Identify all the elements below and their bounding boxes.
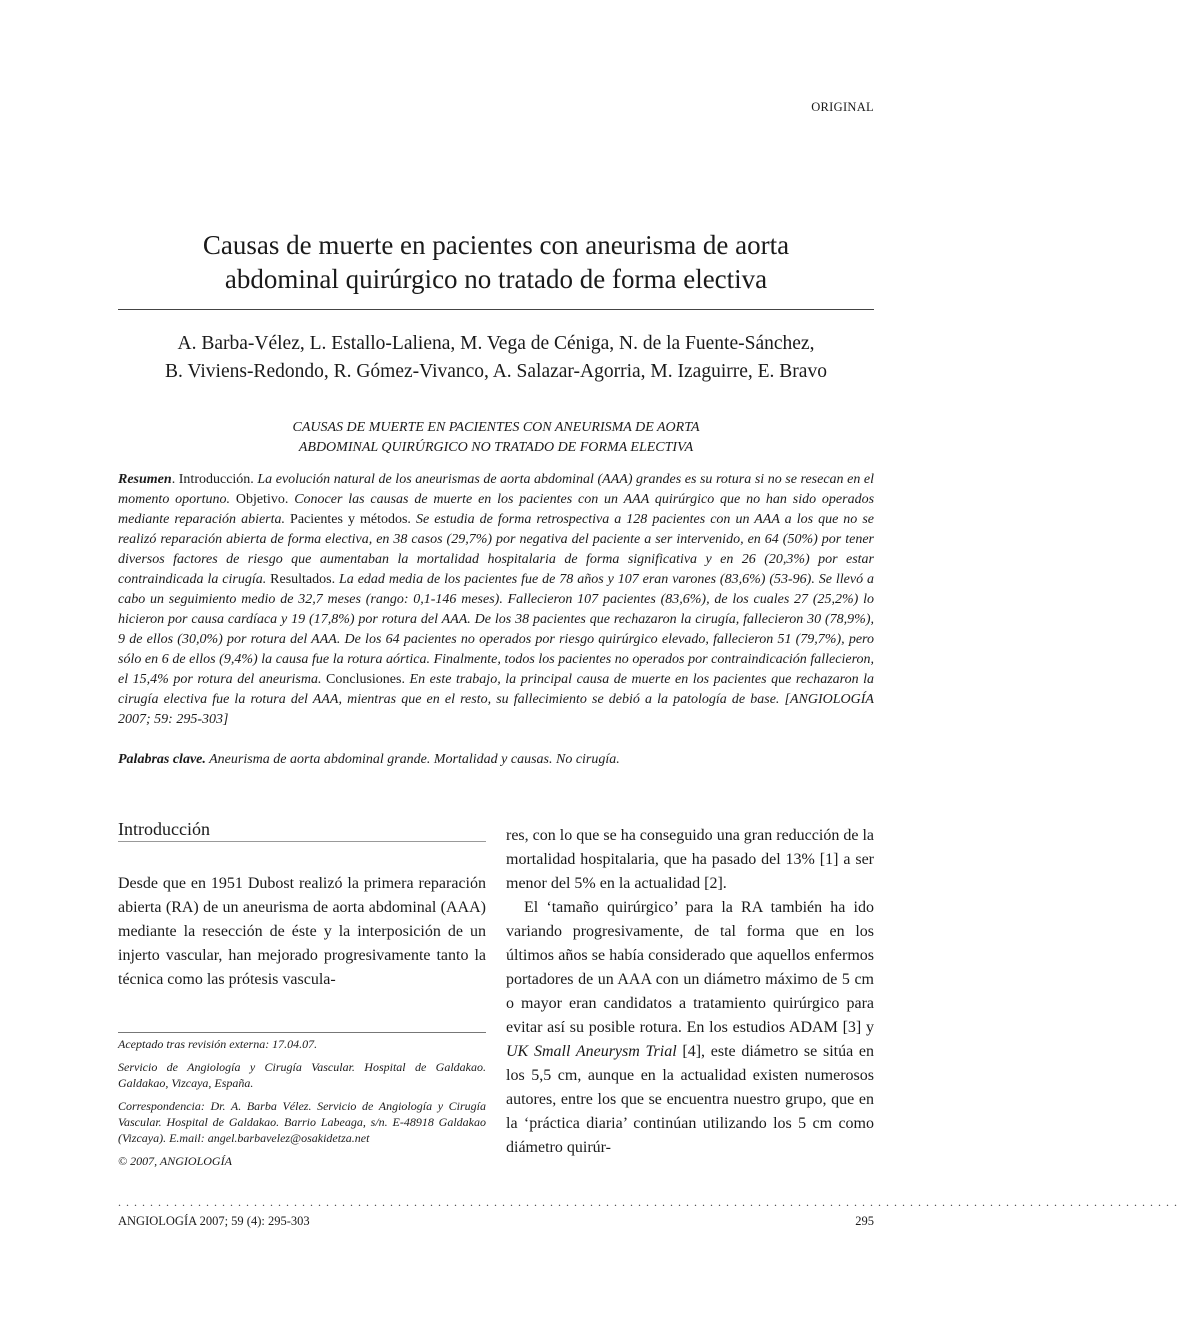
title-divider xyxy=(118,309,874,310)
page-number: 295 xyxy=(855,1214,874,1228)
trial-name: UK Small Aneurysm Trial xyxy=(506,1043,677,1060)
right-column xyxy=(506,824,874,1160)
intro-heading-rule xyxy=(118,841,486,842)
title-line-2: abdominal quirúrgico no tratado de forma electiva xyxy=(224,264,768,294)
copyright-note: © 2007, ANGIOLOGÍA xyxy=(118,1154,232,1168)
right-paragraph-1: res, con lo que se ha conseguido una gran reducción de la mortalidad hospitalaria, que ha pasado del 13% [1] a ser menor del 5% en la actualidad [2]. xyxy=(506,827,874,892)
correspondence-note: Correspondencia: Dr. A. Barba Vélez. Servicio de Angiología y Cirugía Vascular. Hospital de Galdakao. Barrio Labeaga, s/n. E-48918 Galdakao (Vizcaya). E.mail: angel.barbavelez@osakidetza.net xyxy=(118,1099,486,1145)
title-line-1: Causas de muerte en pacientes con aneurisma de aorta xyxy=(202,230,790,260)
abstract-body: Resumen. Introducción. La evolución natural de los aneurismas de aorta abdominal (AAA) grandes es su rotura si no se resecan en el momento oportuno. Objetivo. Conocer las causas de muerte en los pacientes con un AAA quirúrgico que no han sido operados mediante reparación abierta. Pacientes y métodos. Se estudia de forma retrospectiva a 128 pacientes con un AAA a los que no se realizó reparación abierta de forma electiva, en 38 casos (29,7%) por negativa del paciente a ser intervenido, en 64 (50%) por tener diversos factores de riesgo que aumentaban la mortalidad hospitalaria de forma significativa y en 26 (20,3%) por estar contraindicada la cirugía. Resultados. La edad media de los pacientes fue de 78 años y 107 eran varones (83,6%) (53-96). Se llevó a cabo un seguimiento medio de 32,7 meses (rango: 0,1-146 meses). Fallecieron 107 pacientes (83,6%), de los cuales 27 (25,2%) lo hicieron por causa cardíaca y 19 (17,8%) por rotura del AAA. De los 38 pacientes que rechazaron la cirugía, fallecieron 30 (78,9%), 9 de ellos (30,0%) por rotura del AAA. De los 64 pacientes no operados por riesgo quirúrgico elevado, fallecieron 51 (79,7%), pero sólo en 6 de ellos (9,4%) la causa fue la rotura aórtica. Finalmente, todos los pacientes no operados por contraindicación fallecieron, el 15,4% por rotura del aneurisma. Conclusiones. En este trabajo, la principal causa de muerte en los pacientes que rechazaron la cirugía electiva fue la rotura del AAA, mientras que en el resto, su fallecimiento se debió a la patología de base. [ANGIOLOGÍA 2007; 59: 295-303] xyxy=(118,472,875,727)
pacientes-text: Se estudia de forma retrospectiva a 128 pacientes con un AAA a los que no se realizó reparación abierta de forma electiva, en 38 casos (29,7%) por negativa del paciente a ser intervenido, en 64 (50%) por tener diversos factores de riesgo que aumentaban la mortalidad hospitalaria de forma significativa y en 26 (20,3%) por estar contraindicada la cirugía. xyxy=(118,512,875,587)
intro-paragraph: Desde que en 1951 Dubost realizó la primera reparación abierta (RA) de un aneurisma de aorta abdominal (AAA) mediante la resección de éste y la interposición de un injerto vascular, han mejorado progresivamente tanto la técnica como las prótesis vascula- xyxy=(118,875,486,988)
section-label: ORIGINAL xyxy=(811,100,874,114)
objetivo-text: Conocer las causas de muerte en los pacientes con un AAA quirúrgico que no han sido operados mediante reparación abierta. xyxy=(118,492,875,527)
paragraph-2-part-1: El ‘tamaño quirúrgico’ para la RA también ha ido variando progresivamente, de tal forma que en los últimos años se había considerado que aquellos enfermos portadores de un AAA con un diámetro máximo de 5 cm o mayor eran candidatos a tratamiento quirúrgico para evitar así su posible rotura. En los estudios ADAM [3] y xyxy=(506,899,874,1036)
resultados-text: La edad media de los pacientes fue de 78 años y 107 eran varones (83,6%) (53-96). Se llevó a cabo un seguimiento medio de 32,7 meses (rango: 0,1-146 meses). Fallecieron 107 pacientes (83,6%), de los cuales 27 (25,2%) lo hicieron por causa cardíaca y 19 (17,8%) por rotura del AAA. De los 38 pacientes que rechazaron la cirugía, fallecieron 30 (78,9%), 9 de ellos (30,0%) por rotura del AAA. De los 64 pacientes no operados por riesgo quirúrgico elevado, fallecieron 51 (79,7%), pero sólo en 6 de ellos (9,4%) la causa fue la rotura aórtica. Finalmente, todos los pacientes no operados por contraindicación fallecieron, el 15,4% por rotura del aneurisma. xyxy=(118,572,874,687)
resultados-label: Resultados. xyxy=(270,572,336,587)
accepted-note: Aceptado tras revisión externa: 17.04.07. xyxy=(118,1037,318,1051)
footnotes xyxy=(118,1036,486,1176)
intro-heading: Introducción xyxy=(118,819,210,839)
right-paragraph-2 xyxy=(506,896,874,1160)
abstract-title-line-2: ABDOMINAL QUIRÚRGICO NO TRATADO DE FORMA ELECTIVA xyxy=(298,440,694,455)
affiliation-note: Servicio de Angiología y Cirugía Vascular. Hospital de Galdakao. Galdakao, Vizcaya, España. xyxy=(118,1060,486,1090)
objetivo-label: Objetivo. xyxy=(235,492,289,507)
authors-line-2: B. Viviens-Redondo, R. Gómez-Vivanco, A. Salazar-Agorria, M. Izaguirre, E. Bravo xyxy=(165,361,827,382)
conclusiones-label: Conclusiones. xyxy=(326,672,405,687)
keywords xyxy=(118,750,874,770)
abstract-title xyxy=(118,418,874,458)
intro-text: La evolución natural de los aneurismas de aorta abdominal (AAA) grandes es su rotura si no se resecan en el momento oportuno. xyxy=(118,472,875,507)
footnote-divider xyxy=(118,1032,486,1033)
article-title xyxy=(118,228,874,296)
author-list xyxy=(118,330,874,386)
footer-dotted-rule: ..................................................................................................................................... xyxy=(118,1195,1182,1209)
paragraph-2-part-2: [4], este diámetro se sitúa en los 5,5 cm, aunque en la actualidad existen numerosos autores, entre los que se encuentra nuestro grupo, que en la ‘práctica diaria’ continúan utilizando los 5 cm como diámetro quirúr- xyxy=(506,1043,875,1156)
abstract-title-line-1: CAUSAS DE MUERTE EN PACIENTES CON ANEURISMA DE AORTA xyxy=(292,420,700,435)
authors-line-1: A. Barba-Vélez, L. Estallo-Laliena, M. Vega de Céniga, N. de la Fuente-Sánchez, xyxy=(177,333,815,354)
footer-journal-citation: ANGIOLOGÍA 2007; 59 (4): 295-303 xyxy=(118,1214,310,1228)
resumen-label: Resumen xyxy=(118,472,172,487)
pacientes-label: Pacientes y métodos. xyxy=(290,512,411,527)
conclusiones-text: En este trabajo, la principal causa de muerte en los pacientes que rechazaron la cirugía electiva fue la rotura del AAA, mientras que en el resto, su fallecimiento se debió a la patología de base. [ANGIOLOGÍA 2007; 59: 295-303] xyxy=(118,672,875,727)
keywords-text: Aneurisma de aorta abdominal grande. Mortalidad y causas. No cirugía. xyxy=(209,752,620,767)
keywords-label: Palabras clave. xyxy=(118,752,206,767)
intro-label: Introducción. xyxy=(178,472,254,487)
